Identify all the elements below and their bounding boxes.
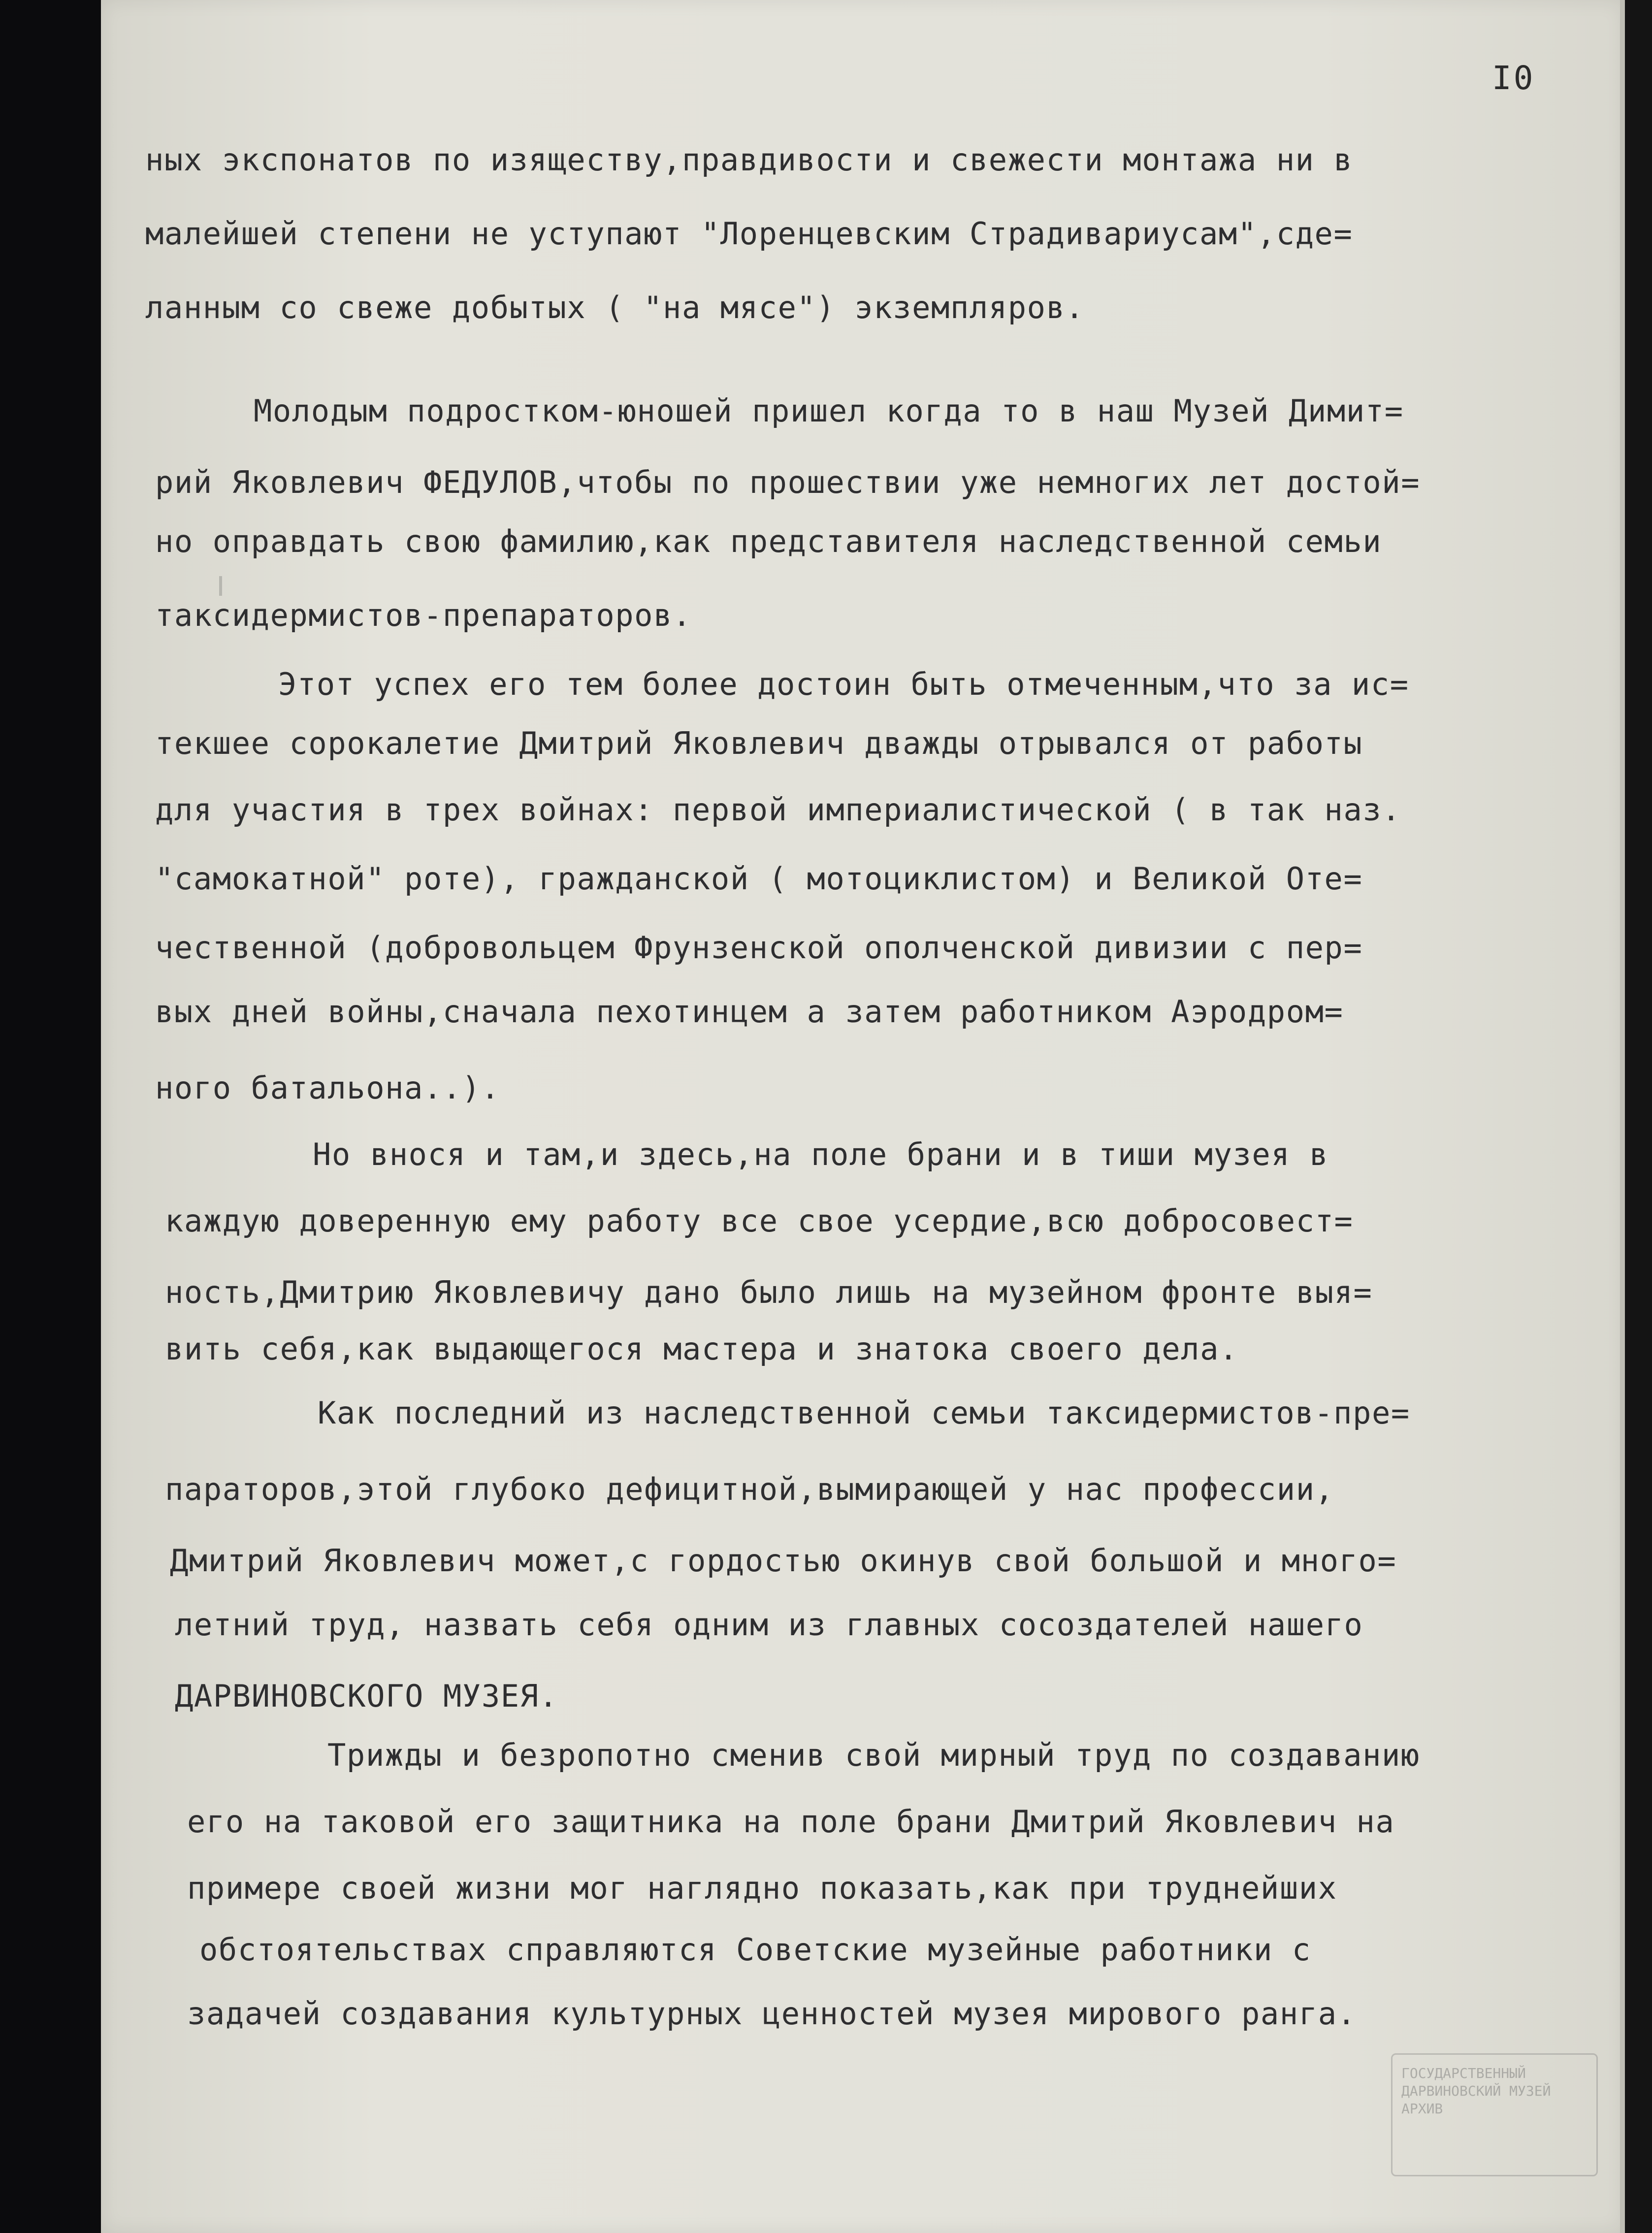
text-line: но оправдать свою фамилию,как представителя наследственной семьи [155,523,1382,559]
text-line: ДАРВИНОВСКОГО МУЗЕЯ. [175,1678,558,1714]
text-line: Как последний из наследственной семьи таксидермистов-пре= [318,1395,1410,1431]
text-line: Дмитрий Яковлевич может,с гордостью окинув свой большой и много= [170,1543,1397,1579]
page-number: I0 [1492,59,1535,97]
text-line: Трижды и безропотно сменив свой мирный труд по создаванию [327,1737,1420,1773]
text-line: чественной (добровольцем Фрунзенской ополченской дивизии с пер= [155,930,1363,966]
text-line: малейшей степени не уступают "Лоренцевским Страдивариусам",сде= [145,216,1353,252]
text-line: ного батальона..). [155,1070,500,1106]
text-line: текшее сорокалетие Дмитрий Яковлевич дважды отрывался от работы [155,725,1363,761]
text-line: параторов,этой глубоко дефицитной,вымирающей у нас профессии, [165,1471,1334,1507]
text-line: задачей создавания культурных ценностей музея мирового ранга. [187,1996,1357,2032]
page-edge [1620,0,1625,2233]
text-line: ланным со свеже добытых ( "на мясе") экземпляров. [145,290,1085,325]
text-line: Но внося и там,и здесь,на поле брани и в тиши музея в [313,1136,1329,1172]
text-line: Молодым подростком-юношей пришел когда то в наш Музей Димит= [254,393,1404,429]
text-line: примере своей жизни мог наглядно показать,как при труднейших [187,1870,1337,1906]
archive-stamp: ГОСУДАРСТВЕННЫЙ ДАРВИНОВСКИЙ МУЗЕЙ АРХИВ [1391,2053,1598,2176]
text-line: "самокатной" роте), гражданской ( мотоциклистом) и Великой Оте= [155,861,1363,897]
text-line: вить себя,как выдающегося мастера и знатока своего дела. [165,1331,1238,1367]
text-line: ность,Дмитрию Яковлевичу дано было лишь на музейном фронте выя= [165,1274,1373,1310]
text-line: для участия в трех войнах: первой империалистической ( в так наз. [155,792,1401,828]
paper-mark [219,576,222,596]
text-line: таксидермистов-препараторов. [155,597,692,633]
document-page [101,0,1625,2233]
scan-border [1625,0,1652,2233]
text-line: его на таковой его защитника на поле брани Дмитрий Яковлевич на [187,1804,1395,1840]
text-line: вых дней войны,сначала пехотинцем а затем работником Аэродром= [155,994,1344,1030]
text-line: рий Яковлевич ФЕДУЛОВ,чтобы по прошествии уже немногих лет достой= [155,464,1421,500]
text-line: обстоятельствах справляются Советские музейные работники с [199,1932,1311,1968]
text-line: каждую доверенную ему работу все свое усердие,всю добросовест= [165,1203,1354,1239]
text-line: летний труд, назвать себя одним из главных сосоздателей нашего [175,1607,1363,1643]
text-line: Этот успех его тем более достоин быть отмеченным,что за ис= [278,666,1409,702]
text-line: ных экспонатов по изяществу,правдивости и свежести монтажа ни в [145,142,1353,178]
